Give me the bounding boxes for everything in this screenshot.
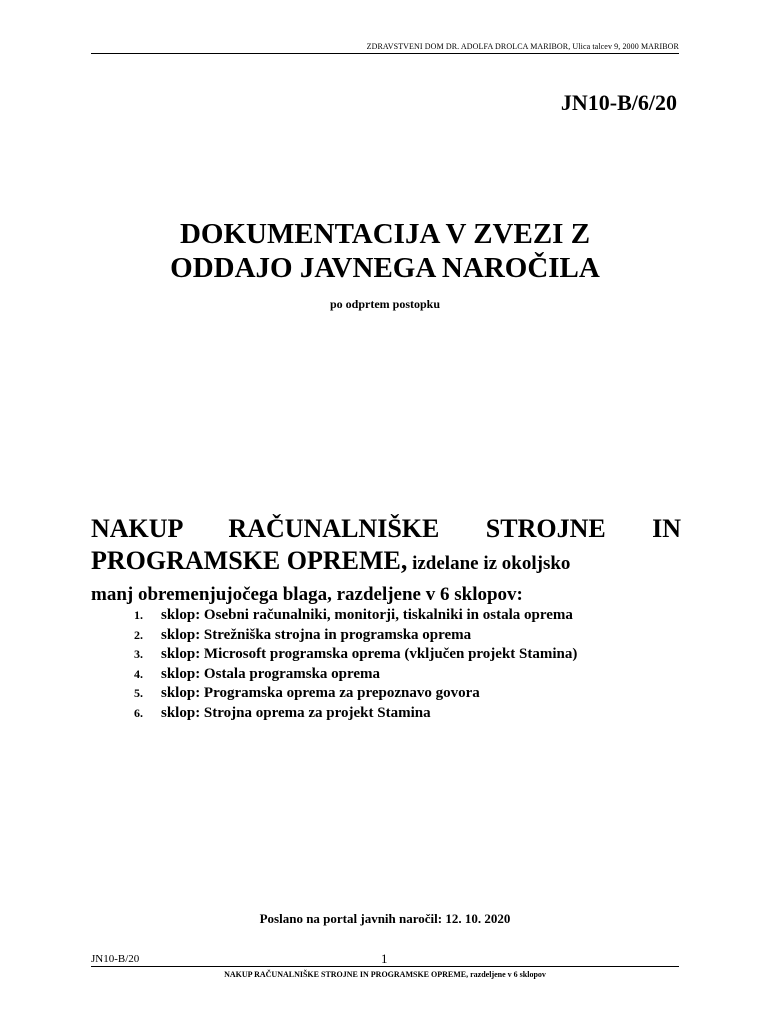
subject-line-3: manj obremenjujočega blaga, razdeljene v 6 sklopov: bbox=[91, 584, 523, 605]
lot-text: sklop: Ostala programska oprema bbox=[161, 665, 381, 682]
subject-line-2-rest: izdelane iz okoljsko bbox=[407, 553, 571, 574]
footer-text-main: NAKUP RAČUNALNIŠKE STROJNE IN PROGRAMSKE OPREME, bbox=[224, 970, 469, 979]
lots-list bbox=[134, 606, 577, 724]
footer-text-rest: razdeljene v 6 sklopov bbox=[468, 970, 546, 979]
document-title bbox=[0, 217, 770, 285]
posted-date: Poslano na portal javnih naročil: 12. 10. 2020 bbox=[259, 911, 511, 926]
header-rule bbox=[91, 53, 679, 54]
page-header-text: ZDRAVSTVENI DOM DR. ADOLFA DROLCA MARIBOR, Ulica talcev 9, 2000 MARIBOR bbox=[366, 42, 679, 51]
lot-text: sklop: Microsoft programska oprema (vključen projekt Stamina) bbox=[161, 646, 578, 663]
list-item bbox=[134, 626, 577, 646]
title-line-2: ODDAJO JAVNEGA NAROČILA bbox=[170, 252, 600, 284]
title-line-1: DOKUMENTACIJA V ZVEZI Z bbox=[179, 218, 591, 250]
lot-number: 3. bbox=[134, 647, 143, 662]
lot-number: 1. bbox=[134, 608, 143, 622]
lot-text: sklop: Strojna oprema za projekt Stamina bbox=[161, 704, 431, 721]
subject-line-1: NAKUP RAČUNALNIŠKE STROJNE IN bbox=[91, 514, 681, 543]
document-id: JN10-B/6/20 bbox=[560, 90, 677, 115]
lot-text: sklop: Osebni računalniki, monitorji, tiskalniki in ostala oprema bbox=[161, 607, 573, 623]
lot-number: 5. bbox=[134, 686, 143, 701]
footer-rule bbox=[91, 966, 679, 967]
procurement-subject bbox=[91, 513, 681, 608]
list-item bbox=[134, 665, 577, 685]
list-item bbox=[134, 645, 577, 665]
list-item bbox=[134, 704, 577, 724]
page-number: 1 bbox=[381, 951, 388, 966]
footer-text bbox=[0, 970, 770, 979]
footer-doc-id: JN10-B/20 bbox=[91, 953, 140, 965]
subject-line-2-main: PROGRAMSKE OPREME, bbox=[91, 546, 408, 575]
lot-number: 4. bbox=[134, 666, 143, 681]
lot-text: sklop: Strežniška strojna in programska oprema bbox=[161, 626, 472, 643]
list-item bbox=[134, 606, 577, 626]
lot-number: 2. bbox=[134, 627, 143, 642]
lot-text: sklop: Programska oprema za prepoznavo govora bbox=[161, 685, 480, 702]
list-item bbox=[134, 684, 577, 704]
lot-number: 6. bbox=[134, 705, 143, 720]
procedure-subtitle: po odprtem postopku bbox=[329, 297, 441, 311]
subject-line-2 bbox=[91, 545, 681, 580]
